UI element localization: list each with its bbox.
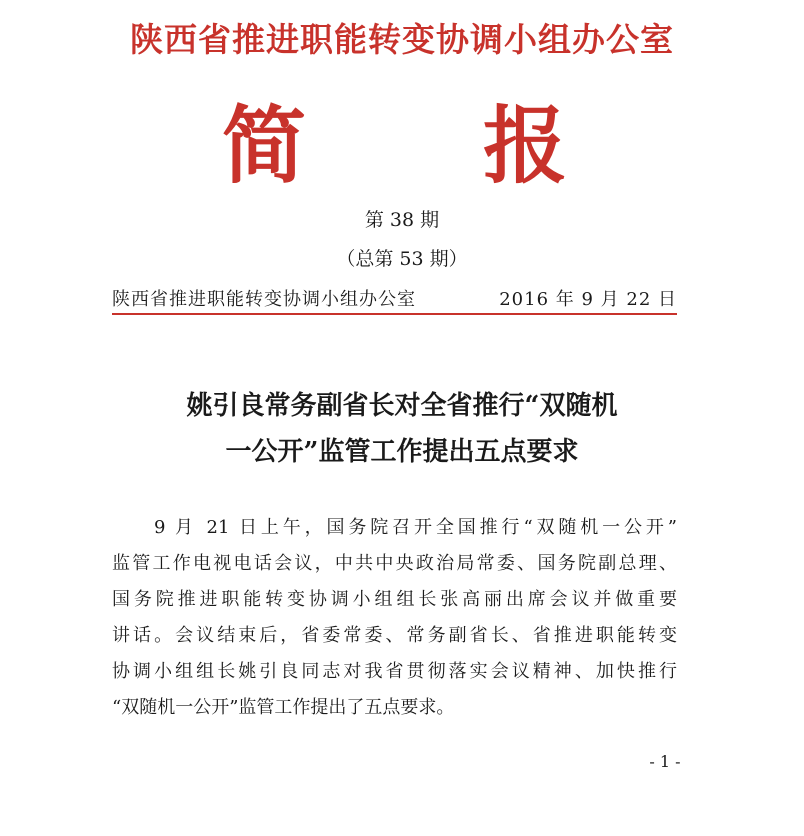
article-title-line: 一公开”监管工作提出五点要求 xyxy=(225,437,579,467)
body-line: “双随机一公开”监管工作提出了五点要求。 xyxy=(112,697,455,718)
brief-title xyxy=(222,98,567,194)
issuer-name: 陕西省推进职能转变协调小组办公室 xyxy=(112,289,416,310)
brief-title-char-jian: 简 xyxy=(222,96,307,195)
body-line: 国务院推进职能转变协调小组组长张高丽出席会议并做重要 xyxy=(112,589,677,610)
body-line: 协调小组组长姚引良同志对我省贯彻落实会议精神、加快推行 xyxy=(112,661,677,682)
header-divider xyxy=(112,313,677,315)
article-title-line: 姚引良常务副省长对全省推行“双随机 xyxy=(186,391,618,421)
brief-title-char-bao: 报 xyxy=(482,96,567,195)
body-line: 监管工作电视电话会议，中共中央政治局常委、国务院副总理、 xyxy=(112,553,677,574)
body-line: 9 月 21 日上午，国务院召开全国推行“双随机一公开” xyxy=(154,517,677,538)
organization-header: 陕西省推进职能转变协调小组办公室 xyxy=(130,20,674,59)
issue-total-number: （总第 53 期） xyxy=(336,248,468,270)
article-title xyxy=(0,383,804,475)
issue-number: 第 38 期 xyxy=(364,209,440,231)
article-body xyxy=(112,510,677,726)
issuer-date-row xyxy=(112,285,677,311)
issue-date: 2016 年 9 月 22 日 xyxy=(499,289,677,310)
body-line: 讲话。会议结束后，省委常委、常务副省长、省推进职能转变 xyxy=(112,625,677,646)
page-number: - 1 - xyxy=(649,752,681,771)
